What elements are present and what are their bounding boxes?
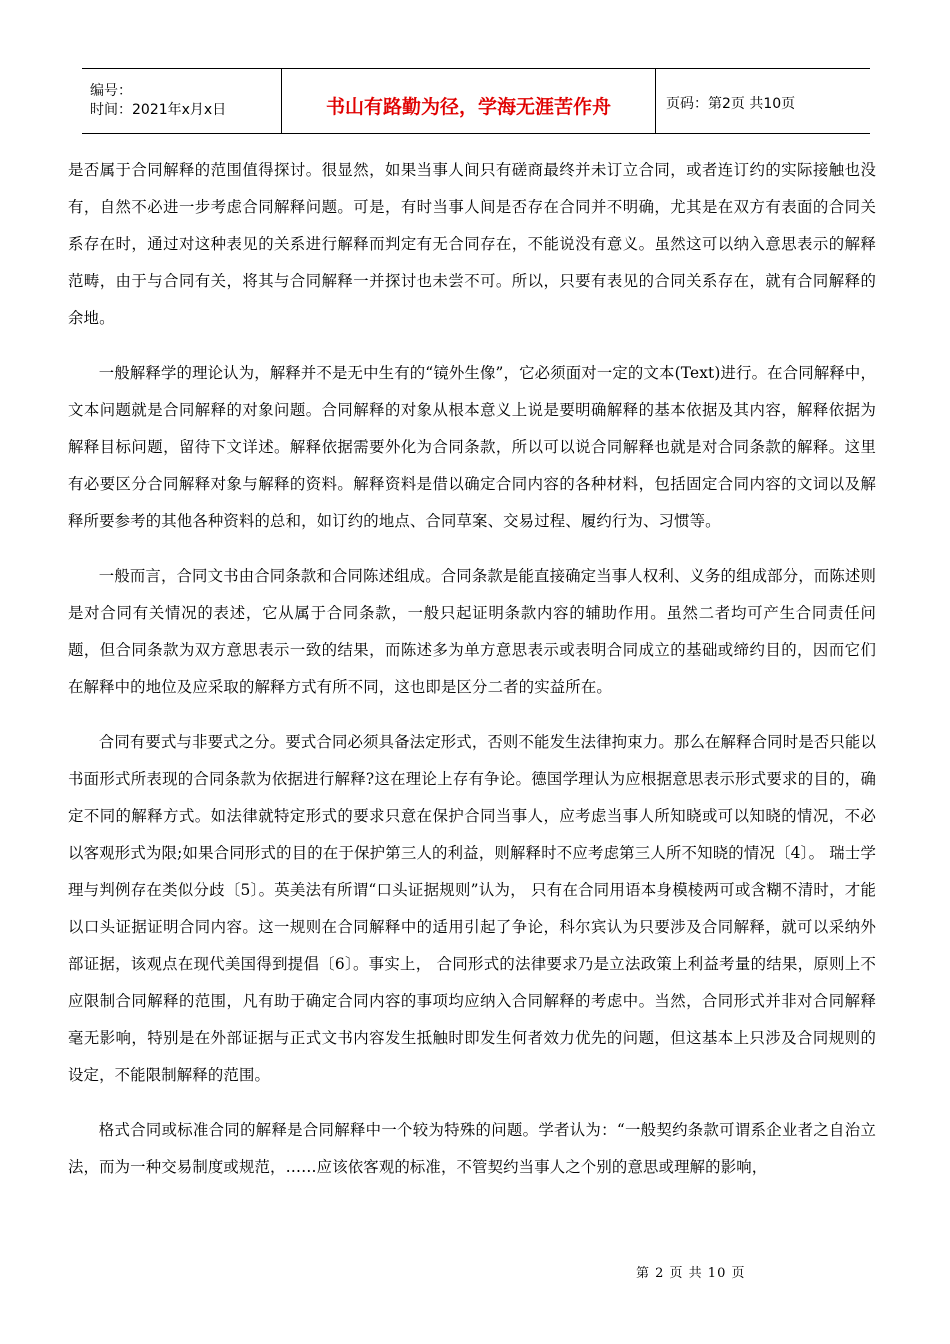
document-body: [68, 152, 876, 1204]
header-meta: [82, 69, 282, 133]
page-footer: [636, 1262, 745, 1281]
header-page-cell: [656, 69, 870, 133]
header-slogan: 书山有路勤为径，学海无涯苦作舟: [325, 95, 611, 118]
paragraph-4: 合同有要式与非要式之分。要式合同必须具备法定形式，否则不能发生法律拘束力。那么在解释合同时是否只能以书面形式所表现的合同条款为依据进行解释?这在理论上存有争论。德国学理认为应根据意思表示形式要求的目的，确定不同的解释方式。如法律就特定形式的要求只意在保护合同当事人，应考虑当事人所知晓或可以知晓的情况，不必以客观形式为限;如果合同形式的目的在于保护第三人的利益，则解释时不应考虑第三人所不知晓的情况〔4〕。 瑞士学理与判例存在类似分歧〔5〕。英美法有所谓“口头证据规则”认为， 只有在合同用语本身模棱两可或含糊不清时，才能以口头证据证明合同内容。这一规则在合同解释中的适用引起了争论，科尔宾认为只要涉及合同解释，就可以采纳外部证据，该观点在现代美国得到提倡〔6〕。事实上， 合同形式的法律要求乃是立法政策上利益考量的结果，原则上不应限制合同解释的范围，凡有助于确定合同内容的事项均应纳入合同解释的考虑中。当然，合同形式并非对合同解释毫无影响，特别是在外部证据与正式文书内容发生抵触时即发生何者效力优先的问题，但这基本上只涉及合同规则的设定，不能限制解释的范围。: [68, 733, 876, 1084]
paragraph-5: 格式合同或标准合同的解释是合同解释中一个较为特殊的问题。学者认为：“一般契约条款可谓系企业者之自治立法，而为一种交易制度或规范，……应该依客观的标准，不管契约当事人之个别的意思或理解的影响，: [68, 1121, 876, 1176]
paragraph-1: 是否属于合同解释的范围值得探讨。很显然，如果当事人间只有磋商最终并未订立合同，或者连订约的实际接触也没有，自然不必进一步考虑合同解释问题。可是，有时当事人间是否存在合同并不明确，尤其是在双方有表面的合同关系存在时，通过对这种表见的关系进行解释而判定有无合同存在，不能说没有意义。虽然这可以纳入意思表示的解释范畴，由于与合同有关，将其与合同解释一并探讨也未尝不可。所以，只要有表见的合同关系存在，就有合同解释的余地。: [68, 161, 876, 327]
document-time-label: 时间：2021年x月x日: [90, 102, 227, 118]
paragraph-2: 一般解释学的理论认为，解释并不是无中生有的“镜外生像”，它必须面对一定的文本(Text)进行。在合同解释中，文本问题就是合同解释的对象问题。合同解释的对象从根本意义上说是要明确解释的基本依据及其内容，解释依据为解释目标问题，留待下文详述。解释依据需要外化为合同条款，所以可以说合同解释也就是对合同条款的解释。这里有必要区分合同解释对象与解释的资料。解释资料是借以确定合同内容的各种材料，包括固定合同内容的文词以及解释所要参考的其他各种资料的总和，如订约的地点、合同草案、交易过程、履约行为、习惯等。: [68, 364, 876, 530]
footer-page-number: 第 2 页 共 10 页: [636, 1266, 746, 1281]
page-header: [82, 68, 870, 134]
document-number-label: 编号：: [90, 83, 132, 99]
header-slogan-cell: [282, 69, 656, 133]
paragraph-3: 一般而言，合同文书由合同条款和合同陈述组成。合同条款是能直接确定当事人权利、义务的组成部分，而陈述则是对合同有关情况的表述，它从属于合同条款，一般只起证明条款内容的辅助作用。虽然二者均可产生合同责任问题，但合同条款为双方意思表示一致的结果，而陈述多为单方意思表示或表明合同成立的基础或缔约目的，因而它们在解释中的地位及应采取的解释方式有所不同，这也即是区分二者的实益所在。: [68, 567, 876, 696]
header-page-info: 页码：第2页 共10页: [666, 96, 796, 112]
